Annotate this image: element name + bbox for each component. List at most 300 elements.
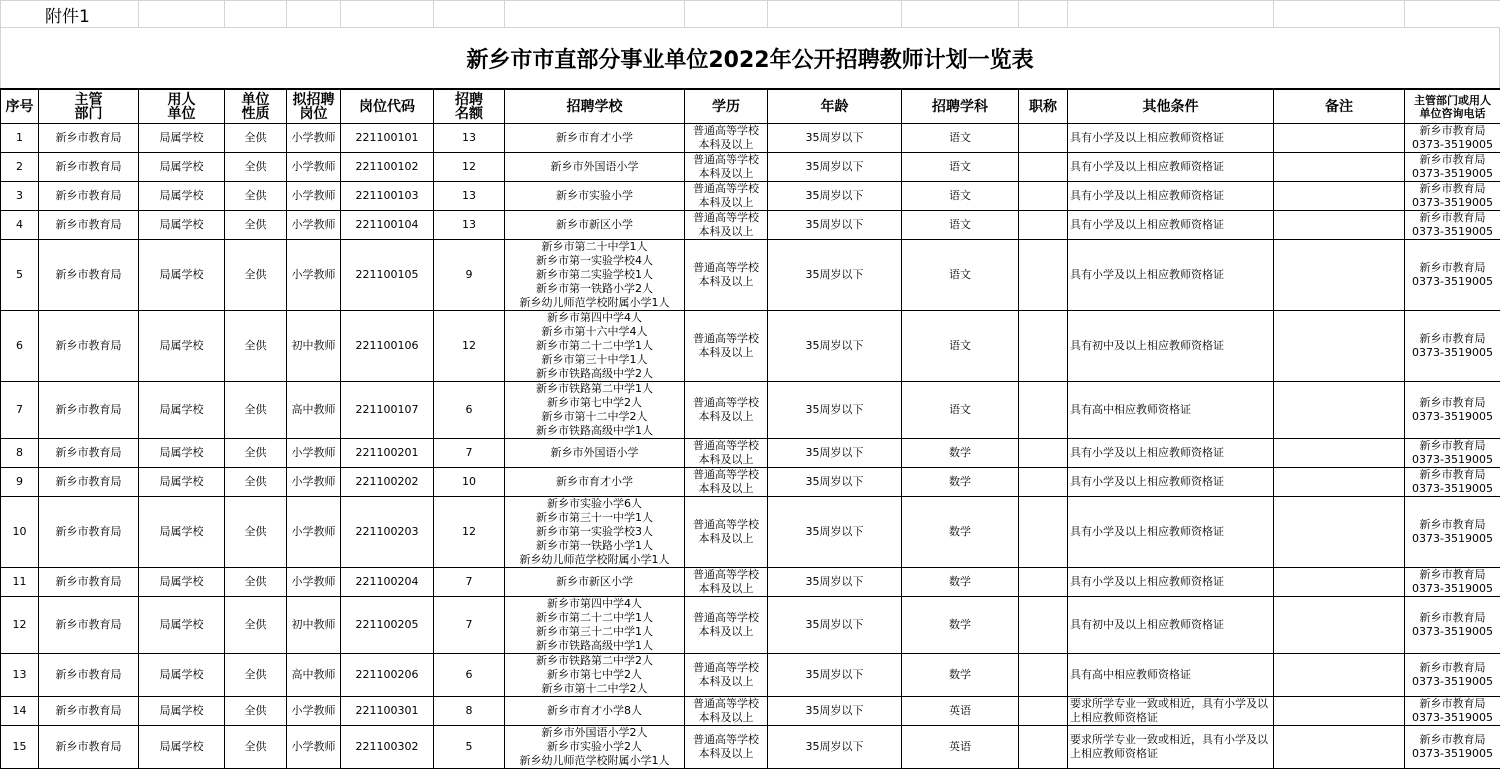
education-line: 本科及以上 [685, 747, 767, 761]
cell-subject[interactable]: 数学 [902, 597, 1019, 654]
cell-education[interactable] [685, 497, 768, 568]
cell-conditions[interactable]: 具有小学及以上相应教师资格证 [1068, 153, 1274, 182]
cell-school[interactable] [505, 697, 685, 726]
contact-line: 0373-3519005 [1405, 167, 1500, 181]
cell-unit[interactable]: 局属学校 [139, 468, 225, 497]
cell-remarks[interactable] [1274, 497, 1405, 568]
cell-conditions[interactable]: 具有小学及以上相应教师资格证 [1068, 182, 1274, 211]
cell-remarks[interactable] [1274, 382, 1405, 439]
cell-age[interactable]: 35周岁以下 [768, 439, 902, 468]
education-line: 普通高等学校 [685, 332, 767, 346]
cell-education[interactable] [685, 211, 768, 240]
cell-code[interactable]: 221100302 [341, 726, 434, 769]
cell-quota[interactable]: 12 [434, 153, 505, 182]
cell-remarks[interactable] [1274, 240, 1405, 311]
cell-quota[interactable]: 7 [434, 597, 505, 654]
cell-contact[interactable] [1405, 439, 1500, 468]
title-table [0, 28, 1500, 89]
cell-school[interactable] [505, 439, 685, 468]
cell-dept[interactable]: 新乡市教育局 [39, 497, 139, 568]
cell-position[interactable]: 小学教师 [287, 726, 341, 769]
cell-subject[interactable]: 英语 [902, 726, 1019, 769]
contact-line: 0373-3519005 [1405, 225, 1500, 239]
cell-position[interactable]: 小学教师 [287, 468, 341, 497]
school-line: 新乡市第四中学4人 [505, 597, 684, 611]
cell-remarks[interactable] [1274, 182, 1405, 211]
cell-seq[interactable]: 10 [1, 497, 39, 568]
cell-contact[interactable] [1405, 497, 1500, 568]
cell-contact[interactable] [1405, 468, 1500, 497]
cell-nature[interactable]: 全供 [225, 124, 287, 153]
header-dept-line1: 主管 [39, 93, 138, 107]
cell-position[interactable]: 高中教师 [287, 382, 341, 439]
contact-line: 新乡市教育局 [1405, 439, 1500, 453]
cell-school[interactable] [505, 211, 685, 240]
header-position-line2: 岗位 [287, 107, 340, 121]
cell-school[interactable] [505, 568, 685, 597]
cell-contact[interactable] [1405, 124, 1500, 153]
school-line: 新乡市第一铁路小学1人 [505, 539, 684, 553]
cell-unit[interactable]: 局属学校 [139, 654, 225, 697]
cell-position[interactable]: 小学教师 [287, 153, 341, 182]
cell-education[interactable] [685, 182, 768, 211]
cell-subject[interactable]: 语文 [902, 240, 1019, 311]
contact-line: 新乡市教育局 [1405, 182, 1500, 196]
cell-seq[interactable]: 9 [1, 468, 39, 497]
cell-age[interactable]: 35周岁以下 [768, 240, 902, 311]
contact-line: 新乡市教育局 [1405, 518, 1500, 532]
cell-subject[interactable]: 数学 [902, 439, 1019, 468]
cell-age[interactable]: 35周岁以下 [768, 497, 902, 568]
cell-conditions[interactable]: 具有高中相应教师资格证 [1068, 654, 1274, 697]
header-quota-line2: 名额 [434, 107, 504, 121]
education-line: 普通高等学校 [685, 153, 767, 167]
cell-code[interactable]: 221100104 [341, 211, 434, 240]
table-row [1, 211, 1500, 240]
cell-remarks[interactable] [1274, 726, 1405, 769]
cell-nature[interactable]: 全供 [225, 726, 287, 769]
cell-code[interactable]: 221100101 [341, 124, 434, 153]
cell-dept[interactable]: 新乡市教育局 [39, 153, 139, 182]
education-line: 本科及以上 [685, 482, 767, 496]
cell-quota[interactable]: 12 [434, 497, 505, 568]
cell-code[interactable]: 221100206 [341, 654, 434, 697]
school-line: 新乡市第七中学2人 [505, 396, 684, 410]
cell-school[interactable] [505, 182, 685, 211]
cell-dept[interactable]: 新乡市教育局 [39, 182, 139, 211]
cell-subject[interactable]: 数学 [902, 468, 1019, 497]
cell-title-rank[interactable] [1019, 124, 1068, 153]
cell-dept[interactable]: 新乡市教育局 [39, 382, 139, 439]
cell-school[interactable] [505, 153, 685, 182]
cell-remarks[interactable] [1274, 124, 1405, 153]
cell-dept[interactable]: 新乡市教育局 [39, 654, 139, 697]
cell-quota[interactable]: 6 [434, 382, 505, 439]
cell-seq[interactable]: 11 [1, 568, 39, 597]
header-contact-line1: 主管部门或用人 [1405, 94, 1500, 107]
cell-quota[interactable]: 6 [434, 654, 505, 697]
table-row [1, 439, 1500, 468]
cell-contact[interactable] [1405, 654, 1500, 697]
cell-unit[interactable]: 局属学校 [139, 240, 225, 311]
cell-remarks[interactable] [1274, 597, 1405, 654]
cell-dept[interactable]: 新乡市教育局 [39, 311, 139, 382]
cell-age[interactable]: 35周岁以下 [768, 568, 902, 597]
table-row [1, 597, 1500, 654]
cell-position[interactable]: 小学教师 [287, 497, 341, 568]
school-line: 新乡幼儿师范学校附属小学1人 [505, 296, 684, 310]
cell-conditions[interactable]: 具有小学及以上相应教师资格证 [1068, 439, 1274, 468]
cell-age[interactable]: 35周岁以下 [768, 726, 902, 769]
cell-school[interactable] [505, 124, 685, 153]
header-contact [1405, 90, 1500, 124]
cell-conditions[interactable]: 具有小学及以上相应教师资格证 [1068, 124, 1274, 153]
cell-quota[interactable]: 13 [434, 124, 505, 153]
header-unit-line1: 用人 [139, 93, 224, 107]
cell-title-rank[interactable] [1019, 382, 1068, 439]
contact-line: 0373-3519005 [1405, 346, 1500, 360]
cell-seq[interactable]: 12 [1, 597, 39, 654]
cell-subject[interactable]: 语文 [902, 311, 1019, 382]
school-line: 新乡市第七中学2人 [505, 668, 684, 682]
cell-seq[interactable]: 13 [1, 654, 39, 697]
cell-seq[interactable]: 15 [1, 726, 39, 769]
school-line: 新乡市育才小学 [505, 131, 684, 145]
cell-contact[interactable] [1405, 240, 1500, 311]
contact-line: 新乡市教育局 [1405, 332, 1500, 346]
cell-contact[interactable] [1405, 211, 1500, 240]
cell-contact[interactable] [1405, 597, 1500, 654]
cell-education[interactable] [685, 568, 768, 597]
cell-contact[interactable] [1405, 568, 1500, 597]
cell-code[interactable]: 221100102 [341, 153, 434, 182]
school-line: 新乡市第二十二中学1人 [505, 611, 684, 625]
cell-title-rank[interactable] [1019, 211, 1068, 240]
education-line: 本科及以上 [685, 410, 767, 424]
header-dept-line2: 部门 [39, 107, 138, 121]
school-line: 新乡市第十二中学2人 [505, 410, 684, 424]
cell-remarks[interactable] [1274, 568, 1405, 597]
cell-nature[interactable]: 全供 [225, 468, 287, 497]
cell-education[interactable] [685, 697, 768, 726]
cell-code[interactable]: 221100201 [341, 439, 434, 468]
cell-seq[interactable]: 8 [1, 439, 39, 468]
cell-contact[interactable] [1405, 697, 1500, 726]
cell-contact[interactable] [1405, 382, 1500, 439]
cell-nature[interactable]: 全供 [225, 568, 287, 597]
cell-seq[interactable]: 14 [1, 697, 39, 726]
cell-education[interactable] [685, 468, 768, 497]
cell-age[interactable]: 35周岁以下 [768, 311, 902, 382]
cell-nature[interactable]: 全供 [225, 182, 287, 211]
cell-unit[interactable]: 局属学校 [139, 697, 225, 726]
cell-dept[interactable]: 新乡市教育局 [39, 124, 139, 153]
education-line: 本科及以上 [685, 532, 767, 546]
cell-age[interactable]: 35周岁以下 [768, 382, 902, 439]
cell-conditions[interactable]: 具有小学及以上相应教师资格证 [1068, 211, 1274, 240]
cell-position[interactable]: 初中教师 [287, 597, 341, 654]
table-row [1, 497, 1500, 568]
cell-dept[interactable]: 新乡市教育局 [39, 697, 139, 726]
school-line: 新乡市第二实验学校1人 [505, 268, 684, 282]
cell-subject[interactable]: 语文 [902, 124, 1019, 153]
cell-contact[interactable] [1405, 311, 1500, 382]
cell-code[interactable]: 221100204 [341, 568, 434, 597]
recruitment-table [0, 89, 1500, 769]
cell-nature[interactable]: 全供 [225, 211, 287, 240]
cell-quota[interactable]: 7 [434, 439, 505, 468]
cell-education[interactable] [685, 654, 768, 697]
cell-dept[interactable]: 新乡市教育局 [39, 439, 139, 468]
cell-subject[interactable]: 数学 [902, 497, 1019, 568]
cell-age[interactable]: 35周岁以下 [768, 697, 902, 726]
contact-line: 0373-3519005 [1405, 482, 1500, 496]
cell-position[interactable]: 小学教师 [287, 568, 341, 597]
education-line: 普通高等学校 [685, 733, 767, 747]
cell-remarks[interactable] [1274, 654, 1405, 697]
cell-conditions[interactable]: 具有小学及以上相应教师资格证 [1068, 240, 1274, 311]
header-nature-line1: 单位 [225, 93, 286, 107]
cell-remarks[interactable] [1274, 439, 1405, 468]
contact-line: 新乡市教育局 [1405, 611, 1500, 625]
school-line: 新乡市铁路高级中学1人 [505, 424, 684, 438]
header-seq: 序号 [1, 90, 39, 124]
cell-nature[interactable]: 全供 [225, 153, 287, 182]
cell-seq[interactable]: 6 [1, 311, 39, 382]
cell-conditions[interactable]: 具有初中及以上相应教师资格证 [1068, 311, 1274, 382]
cell-quota[interactable]: 13 [434, 182, 505, 211]
cell-quota[interactable]: 12 [434, 311, 505, 382]
cell-unit[interactable]: 局属学校 [139, 382, 225, 439]
cell-nature[interactable]: 全供 [225, 497, 287, 568]
cell-education[interactable] [685, 597, 768, 654]
cell-quota[interactable]: 13 [434, 211, 505, 240]
school-line: 新乡市外国语小学 [505, 446, 684, 460]
education-line: 普通高等学校 [685, 211, 767, 225]
school-line: 新乡市铁路高级中学2人 [505, 367, 684, 381]
cell-code[interactable]: 221100301 [341, 697, 434, 726]
cell-conditions[interactable]: 要求所学专业一致或相近，具有小学及以上相应教师资格证 [1068, 726, 1274, 769]
table-row [1, 311, 1500, 382]
cell-subject[interactable]: 数学 [902, 568, 1019, 597]
cell-dept[interactable]: 新乡市教育局 [39, 726, 139, 769]
cell-dept[interactable]: 新乡市教育局 [39, 211, 139, 240]
contact-line: 新乡市教育局 [1405, 661, 1500, 675]
cell-quota[interactable]: 8 [434, 697, 505, 726]
cell-contact[interactable] [1405, 153, 1500, 182]
cell-contact[interactable] [1405, 726, 1500, 769]
cell-conditions[interactable]: 具有小学及以上相应教师资格证 [1068, 468, 1274, 497]
cell-quota[interactable]: 9 [434, 240, 505, 311]
cell-contact[interactable] [1405, 182, 1500, 211]
cell-quota[interactable]: 7 [434, 568, 505, 597]
cell-seq[interactable]: 2 [1, 153, 39, 182]
table-row [1, 182, 1500, 211]
cell-seq[interactable]: 1 [1, 124, 39, 153]
cell-title-rank[interactable] [1019, 497, 1068, 568]
cell-education[interactable] [685, 153, 768, 182]
cell-code[interactable]: 221100202 [341, 468, 434, 497]
cell-dept[interactable]: 新乡市教育局 [39, 597, 139, 654]
cell-school[interactable] [505, 311, 685, 382]
cell-title-rank[interactable] [1019, 439, 1068, 468]
cell-age[interactable]: 35周岁以下 [768, 211, 902, 240]
contact-line: 新乡市教育局 [1405, 568, 1500, 582]
cell-conditions[interactable]: 具有高中相应教师资格证 [1068, 382, 1274, 439]
cell-title-rank[interactable] [1019, 654, 1068, 697]
cell-subject[interactable]: 语文 [902, 382, 1019, 439]
cell-subject[interactable]: 语文 [902, 153, 1019, 182]
cell-nature[interactable]: 全供 [225, 311, 287, 382]
cell-age[interactable]: 35周岁以下 [768, 654, 902, 697]
cell-nature[interactable]: 全供 [225, 654, 287, 697]
contact-line: 0373-3519005 [1405, 532, 1500, 546]
education-line: 普通高等学校 [685, 697, 767, 711]
header-unit-line2: 单位 [139, 107, 224, 121]
cell-unit[interactable]: 局属学校 [139, 124, 225, 153]
cell-title-rank[interactable] [1019, 597, 1068, 654]
school-line: 新乡市第二十二中学1人 [505, 339, 684, 353]
school-line: 新乡市第十二中学2人 [505, 682, 684, 696]
table-row [1, 697, 1500, 726]
school-line: 新乡市第四中学4人 [505, 311, 684, 325]
cell-position[interactable]: 高中教师 [287, 654, 341, 697]
school-line: 新乡市铁路第二中学1人 [505, 382, 684, 396]
cell-seq[interactable]: 5 [1, 240, 39, 311]
cell-seq[interactable]: 4 [1, 211, 39, 240]
cell-unit[interactable]: 局属学校 [139, 439, 225, 468]
cell-code[interactable]: 221100205 [341, 597, 434, 654]
cell-remarks[interactable] [1274, 697, 1405, 726]
cell-seq[interactable]: 3 [1, 182, 39, 211]
school-line: 新乡市铁路高级中学1人 [505, 639, 684, 653]
cell-unit[interactable]: 局属学校 [139, 153, 225, 182]
education-line: 普通高等学校 [685, 182, 767, 196]
cell-title-rank[interactable] [1019, 182, 1068, 211]
cell-code[interactable]: 221100203 [341, 497, 434, 568]
page-title: 新乡市市直部分事业单位2022年公开招聘教师计划一览表 [1, 28, 1500, 89]
education-line: 本科及以上 [685, 582, 767, 596]
cell-unit[interactable]: 局属学校 [139, 311, 225, 382]
cell-nature[interactable]: 全供 [225, 697, 287, 726]
cell-age[interactable]: 35周岁以下 [768, 468, 902, 497]
cell-subject[interactable]: 数学 [902, 654, 1019, 697]
header-school: 招聘学校 [505, 90, 685, 124]
cell-code[interactable]: 221100106 [341, 311, 434, 382]
cell-school[interactable] [505, 654, 685, 697]
cell-unit[interactable]: 局属学校 [139, 497, 225, 568]
cell-nature[interactable]: 全供 [225, 240, 287, 311]
cell-school[interactable] [505, 382, 685, 439]
cell-nature[interactable]: 全供 [225, 597, 287, 654]
cell-code[interactable]: 221100103 [341, 182, 434, 211]
cell-unit[interactable]: 局属学校 [139, 726, 225, 769]
cell-nature[interactable]: 全供 [225, 382, 287, 439]
education-line: 本科及以上 [685, 346, 767, 360]
cell-education[interactable] [685, 311, 768, 382]
table-row [1, 654, 1500, 697]
cell-conditions[interactable]: 要求所学专业一致或相近，具有小学及以上相应教师资格证 [1068, 697, 1274, 726]
cell-title-rank[interactable] [1019, 468, 1068, 497]
cell-conditions[interactable]: 具有小学及以上相应教师资格证 [1068, 568, 1274, 597]
school-line: 新乡市育才小学 [505, 475, 684, 489]
cell-code[interactable]: 221100105 [341, 240, 434, 311]
cell-seq[interactable]: 7 [1, 382, 39, 439]
cell-title-rank[interactable] [1019, 153, 1068, 182]
school-line: 新乡市第一实验学校3人 [505, 525, 684, 539]
cell-subject[interactable]: 语文 [902, 211, 1019, 240]
cell-remarks[interactable] [1274, 468, 1405, 497]
cell-school[interactable] [505, 240, 685, 311]
cell-title-rank[interactable] [1019, 311, 1068, 382]
cell-position[interactable]: 初中教师 [287, 311, 341, 382]
cell-position[interactable]: 小学教师 [287, 439, 341, 468]
cell-age[interactable]: 35周岁以下 [768, 153, 902, 182]
cell-position[interactable]: 小学教师 [287, 182, 341, 211]
cell-position[interactable]: 小学教师 [287, 211, 341, 240]
cell-title-rank[interactable] [1019, 240, 1068, 311]
cell-education[interactable] [685, 382, 768, 439]
cell-position[interactable]: 小学教师 [287, 124, 341, 153]
cell-education[interactable] [685, 124, 768, 153]
cell-position[interactable]: 小学教师 [287, 240, 341, 311]
cell-code[interactable]: 221100107 [341, 382, 434, 439]
cell-unit[interactable]: 局属学校 [139, 568, 225, 597]
school-line: 新乡市第三十中学1人 [505, 353, 684, 367]
cell-unit[interactable]: 局属学校 [139, 211, 225, 240]
cell-title-rank[interactable] [1019, 726, 1068, 769]
cell-conditions[interactable]: 具有初中及以上相应教师资格证 [1068, 597, 1274, 654]
school-line: 新乡市铁路第二中学2人 [505, 654, 684, 668]
cell-school[interactable] [505, 726, 685, 769]
cell-position[interactable]: 小学教师 [287, 697, 341, 726]
contact-line: 新乡市教育局 [1405, 733, 1500, 747]
cell-school[interactable] [505, 468, 685, 497]
cell-remarks[interactable] [1274, 311, 1405, 382]
cell-nature[interactable]: 全供 [225, 439, 287, 468]
cell-dept[interactable]: 新乡市教育局 [39, 568, 139, 597]
header-remarks: 备注 [1274, 90, 1405, 124]
school-line: 新乡市实验小学6人 [505, 497, 684, 511]
cell-subject[interactable]: 语文 [902, 182, 1019, 211]
cell-quota[interactable]: 10 [434, 468, 505, 497]
cell-unit[interactable]: 局属学校 [139, 597, 225, 654]
cell-school[interactable] [505, 597, 685, 654]
cell-school[interactable] [505, 497, 685, 568]
cell-education[interactable] [685, 439, 768, 468]
cell-subject[interactable]: 英语 [902, 697, 1019, 726]
cell-age[interactable]: 35周岁以下 [768, 182, 902, 211]
contact-line: 0373-3519005 [1405, 747, 1500, 761]
cell-title-rank[interactable] [1019, 697, 1068, 726]
cell-dept[interactable]: 新乡市教育局 [39, 468, 139, 497]
cell-age[interactable]: 35周岁以下 [768, 597, 902, 654]
cell-conditions[interactable]: 具有小学及以上相应教师资格证 [1068, 497, 1274, 568]
cell-age[interactable]: 35周岁以下 [768, 124, 902, 153]
cell-title-rank[interactable] [1019, 568, 1068, 597]
school-line: 新乡市新区小学 [505, 218, 684, 232]
cell-education[interactable] [685, 240, 768, 311]
cell-unit[interactable]: 局属学校 [139, 182, 225, 211]
cell-quota[interactable]: 5 [434, 726, 505, 769]
education-line: 本科及以上 [685, 625, 767, 639]
contact-line: 0373-3519005 [1405, 675, 1500, 689]
school-line: 新乡市外国语小学 [505, 160, 684, 174]
cell-remarks[interactable] [1274, 211, 1405, 240]
cell-dept[interactable]: 新乡市教育局 [39, 240, 139, 311]
cell-education[interactable] [685, 726, 768, 769]
cell-remarks[interactable] [1274, 153, 1405, 182]
